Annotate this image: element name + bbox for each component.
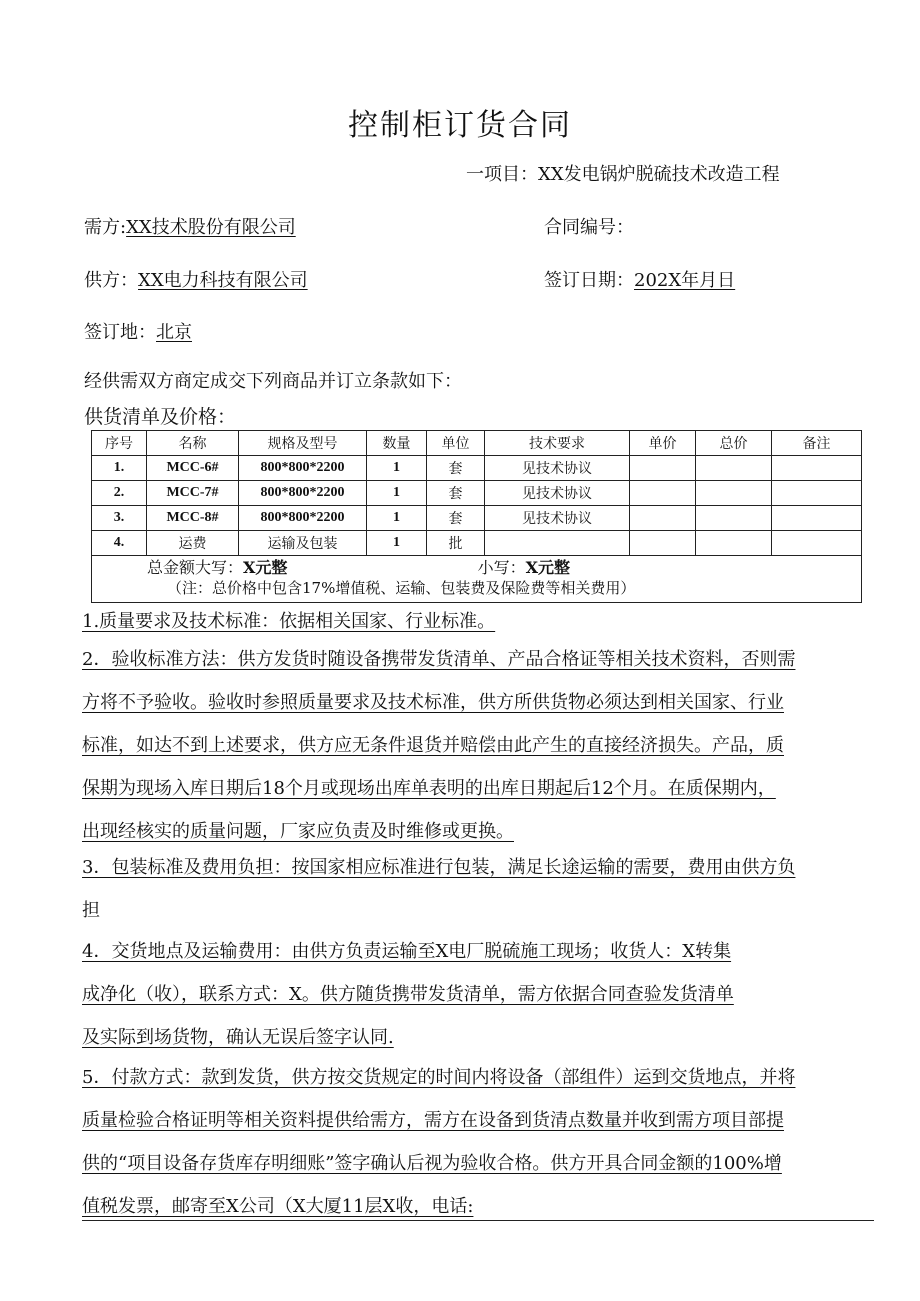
clause-4-line: 成净化（收），联系方式：X。供方随货携带发货清单，需方依据合同查验发货清单 [82,984,734,1005]
row-number: 1. [92,456,147,481]
item-name: 运费 [147,531,239,556]
goods-table [91,430,862,603]
total-price [696,506,772,531]
item-unit: 套 [427,456,485,481]
col-header: 数量 [367,431,427,456]
unit-price [630,531,696,556]
supplier-label: 供方： [84,270,138,291]
clause-2 [82,638,874,853]
remark [772,531,862,556]
clause-2-line: 2．验收标准方法：供方发货时随设备携带发货清单、产品合格证等相关技术资料，否则需 [82,649,796,670]
unit-price [630,456,696,481]
table-row [92,456,862,481]
total-amount-cell [92,556,862,603]
total-price [696,481,772,506]
unit-price [630,506,696,531]
intro-text: 经供需双方商定成交下列商品并订立条款如下： [84,371,462,392]
bottom-divider [82,1220,874,1221]
clause-4-line: 及实际到场货物，确认无误后签字认同. [82,1027,394,1048]
sign-place-line [84,318,192,344]
item-spec: 运输及包装 [239,531,367,556]
clause-2-line: 出现经核实的质量问题，厂家应负责及时维修或更换。 [82,821,514,842]
col-header: 单位 [427,431,485,456]
buyer-label: 需方: [84,217,127,238]
item-qty: 1 [367,456,427,481]
total-amount-line [147,558,861,578]
item-spec: 800*800*2200 [239,506,367,531]
table-row [92,481,862,506]
col-header: 序号 [92,431,147,456]
sign-date-line [544,266,735,292]
item-unit: 套 [427,481,485,506]
list-heading: 供货清单及价格： [84,406,237,428]
clause-3-line: 担 [82,900,100,921]
total-price [696,531,772,556]
item-spec: 800*800*2200 [239,481,367,506]
table-row [92,506,862,531]
remark [772,456,862,481]
clause-3-line: 3．包装标准及费用负担：按国家相应标准进行包装，满足长途运输的需要，费用由供方负 [82,857,796,878]
clause-3 [82,846,874,932]
clause-5-line: 值税发票，邮寄至X公司（X大厦11层X收，电话: [82,1196,474,1217]
sign-date: 202X年月日 [634,270,736,291]
supplier-line [84,266,308,292]
row-number: 2. [92,481,147,506]
item-name: MCC-7# [147,481,239,506]
clause-5-line: 供的“项目设备存货库存明细账”签字确认后视为验收合格。供方开具合同金额的100%增 [82,1153,782,1174]
item-requirement: 见技术协议 [485,481,630,506]
clause-4-line: 4．交货地点及运输费用：由供方负责运输至X电厂脱硫施工现场；收货人：X转集 [82,941,732,962]
clause-4 [82,930,874,1059]
clause-5-line: 5．付款方式：款到发货，供方按交货规定的时间内将设备（部组件）运到交货地点，并将 [82,1067,796,1088]
item-name: MCC-8# [147,506,239,531]
table-header-row [92,431,862,456]
item-unit: 批 [427,531,485,556]
sign-place: 北京 [156,322,192,343]
total-upper-value: X元整 [243,558,288,577]
clause-2-line: 方将不予验收。验收时参照质量要求及技术标准，供方所供货物必须达到相关国家、行业 [82,692,784,713]
buyer-name: XX技术股份有限公司 [126,217,296,238]
item-qty: 1 [367,506,427,531]
remark [772,481,862,506]
clause-2-line: 保期为现场入库日期后18个月或现场出库单表明的出库日期起后12个月。在质保期内， [82,778,776,799]
total-price [696,456,772,481]
item-requirement: 见技术协议 [485,506,630,531]
row-number: 3. [92,506,147,531]
unit-price [630,481,696,506]
clause-5 [82,1056,874,1228]
clause-1: 1.质量要求及技术标准：依据相关国家、行业标准。 [82,611,496,632]
item-unit: 套 [427,506,485,531]
clause-2-line: 标准，如达不到上述要求，供方应无条件退货并赔偿由此产生的直接经济损失。产品，质 [82,735,784,756]
buyer-line [84,213,296,239]
project-name: 一项目：XX发电锅炉脱硫技术改造工程 [466,164,780,185]
col-header: 总价 [696,431,772,456]
item-qty: 1 [367,531,427,556]
total-lower-label: 小写： [477,558,526,577]
contract-title: 控制柜订货合同 [348,108,572,143]
item-qty: 1 [367,481,427,506]
remark [772,506,862,531]
item-requirement: 见技术协议 [485,456,630,481]
col-header: 单价 [630,431,696,456]
contract-number: 合同编号： [544,217,634,238]
sign-place-label: 签订地： [84,322,156,343]
col-header: 技术要求 [485,431,630,456]
price-note: （注：总价格中包含17%增值税、运输、包装费及保险费等相关费用） [167,579,636,597]
col-header: 名称 [147,431,239,456]
col-header: 规格及型号 [239,431,367,456]
item-spec: 800*800*2200 [239,456,367,481]
clause-5-line: 质量检验合格证明等相关资料提供给需方，需方在设备到货清点数量并收到需方项目部提 [82,1110,784,1131]
total-lower-value: X元整 [525,558,571,577]
row-number: 4. [92,531,147,556]
col-header: 备注 [772,431,862,456]
item-requirement [485,531,630,556]
item-name: MCC-6# [147,456,239,481]
total-row [92,556,862,603]
sign-date-label: 签订日期： [544,270,634,291]
supplier-name: XX电力科技有限公司 [138,270,308,291]
table-row [92,531,862,556]
total-upper-label: 总金额大写： [147,558,244,577]
